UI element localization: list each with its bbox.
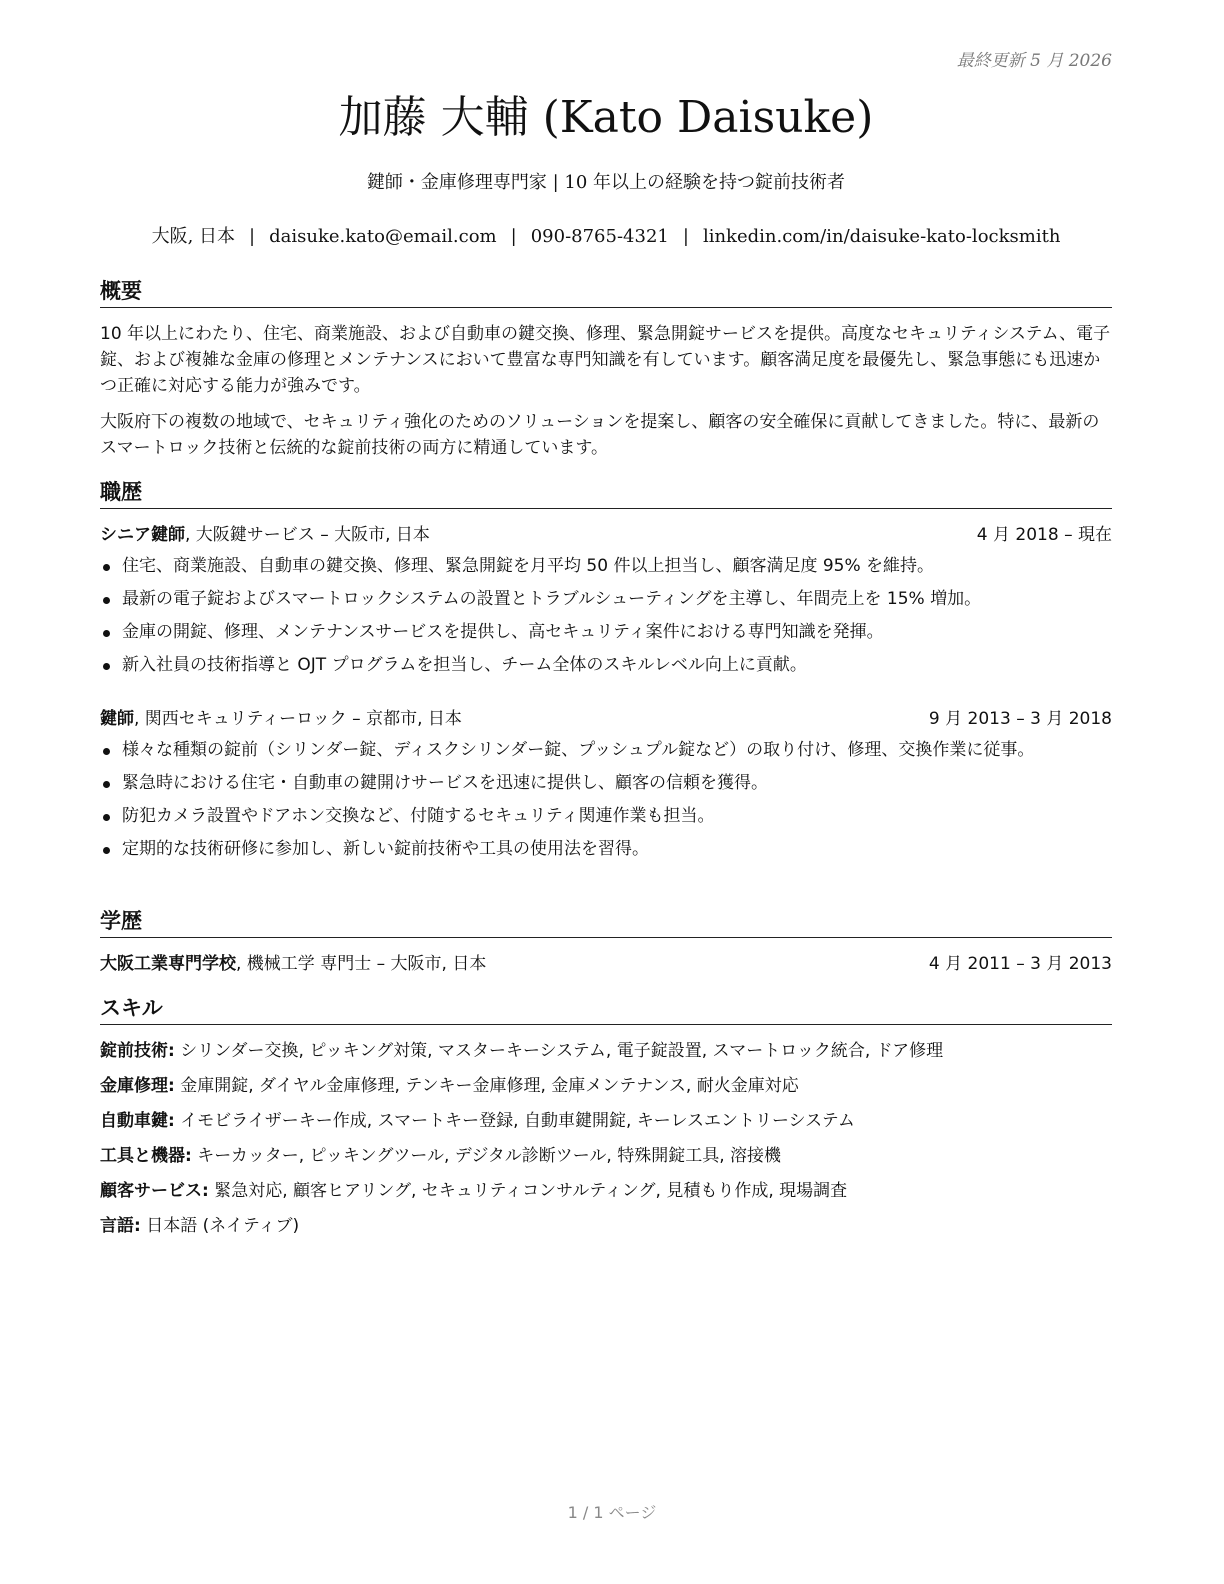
skill-row: 金庫修理: 金庫開錠, ダイヤル金庫修理, テンキー金庫修理, 金庫メンテナンス, 耐火金庫対応 (100, 1076, 799, 1096)
contact-separator: | (249, 226, 256, 247)
contact-linkedin[interactable]: linkedin.com/in/daisuke-kato-locksmith (702, 226, 1061, 247)
page-indicator: 1 / 1 ページ (567, 1503, 657, 1522)
list-item: 定期的な技術研修に参加し、新しい錠前技術や工具の使用法を習得。 (100, 837, 1112, 861)
bullet-icon (103, 564, 110, 571)
section-title-experience: 職歴 (100, 478, 1112, 509)
bullet-icon (103, 663, 110, 670)
bullet-icon (103, 814, 110, 821)
bullet-icon (103, 630, 110, 637)
skill-row: 錠前技術: シリンダー交換, ピッキング対策, マスターキーシステム, 電子錠設置, スマートロック統合, ドア修理 (100, 1041, 944, 1061)
job-header-2 (100, 706, 1112, 732)
list-item: 住宅、商業施設、自動車の鍵交換、修理、緊急開錠を月平均 50 件以上担当し、顧客満足度 95% を維持。 (100, 554, 1112, 578)
section-title-education: 学歴 (100, 907, 1112, 938)
bullet-icon (103, 748, 110, 755)
contact-separator: | (682, 226, 689, 247)
section-title-skills: スキル (100, 994, 1112, 1025)
bullet-icon (103, 847, 110, 854)
list-item: 様々な種類の錠前（シリンダー錠、ディスクシリンダー錠、プッシュプル錠など）の取り付け、修理、交換作業に従事。 (100, 738, 1112, 762)
list-item: 防犯カメラ設置やドアホン交換など、付随するセキュリティ関連作業も担当。 (100, 804, 1112, 828)
bullet-icon (103, 597, 110, 604)
education-line (100, 951, 486, 977)
list-item: 最新の電子錠およびスマートロックシステムの設置とトラブルシューティングを主導し、年間売上を 15% 増加。 (100, 587, 1112, 611)
contact-email[interactable]: daisuke.kato@email.com (269, 226, 497, 247)
job-title-line (100, 522, 430, 548)
contact-separator: | (510, 226, 517, 247)
summary-paragraph-2: 大阪府下の複数の地域で、セキュリティ強化のためのソリューションを提案し、顧客の安全確保に貢献してきました。特に、最新のスマートロック技術と伝統的な錠前技術の両方に精通しています。 (100, 412, 1100, 458)
summary-paragraph-1: 10 年以上にわたり、住宅、商業施設、および自動車の鍵交換、修理、緊急開錠サービスを提供。高度なセキュリティシステム、電子錠、および複雑な金庫の修理とメンテナンスにおいて豊富な専門知識を有しています。顧客満足度を最優先し、緊急事態にも迅速かつ正確に対応する能力が強みです。 (100, 324, 1111, 396)
education-detail: , 機械工学 専門士 – 大阪市, 日本 (236, 954, 487, 974)
education-entry (100, 951, 1112, 977)
school-name: 大阪工業専門学校 (100, 954, 236, 974)
bullet-icon (103, 781, 110, 788)
tagline: 鍵師・金庫修理専門家 | 10 年以上の経験を持つ錠前技術者 (366, 172, 846, 193)
list-item: 金庫の開錠、修理、メンテナンスサービスを提供し、高セキュリティ案件における専門知識を発揮。 (100, 620, 1112, 644)
job-bullets-2 (100, 738, 1112, 870)
list-item: 緊急時における住宅・自動車の鍵開けサービスを迅速に提供し、顧客の信頼を獲得。 (100, 771, 1112, 795)
job-organization: , 大阪鍵サービス – 大阪市, 日本 (185, 525, 430, 545)
job-title-line (100, 706, 462, 732)
education-dates: 4 月 2011 – 3 月 2013 (928, 954, 1112, 974)
job-role: シニア鍵師 (100, 525, 185, 545)
contact-phone: 090-8765-4321 (530, 226, 669, 247)
skill-row: 自動車鍵: イモビライザーキー作成, スマートキー登録, 自動車鍵開錠, キーレスエントリーシステム (100, 1111, 855, 1131)
job-organization: , 関西セキュリティーロック – 京都市, 日本 (134, 709, 462, 729)
job-role: 鍵師 (100, 709, 134, 729)
job-bullets-1 (100, 554, 1112, 686)
job-dates: 9 月 2013 – 3 月 2018 (928, 709, 1112, 729)
job-dates: 4 月 2018 – 現在 (976, 525, 1112, 545)
candidate-name: 加藤 大輔 (Kato Daisuke) (338, 92, 874, 143)
section-title-summary: 概要 (100, 277, 1112, 308)
contact-location: 大阪, 日本 (151, 226, 236, 247)
skill-row: 言語: 日本語 (ネイティブ) (100, 1216, 300, 1236)
contact-line (100, 224, 1112, 250)
list-item: 新入社員の技術指導と OJT プログラムを担当し、チーム全体のスキルレベル向上に貢献。 (100, 653, 1112, 677)
last-updated: 最終更新 5 月 2026 (956, 51, 1112, 71)
skill-row: 工具と機器: キーカッター, ピッキングツール, デジタル診断ツール, 特殊開錠工具, 溶接機 (100, 1146, 782, 1166)
skill-row: 顧客サービス: 緊急対応, 顧客ヒアリング, セキュリティコンサルティング, 見積もり作成, 現場調査 (100, 1181, 848, 1201)
job-header-1 (100, 522, 1112, 548)
